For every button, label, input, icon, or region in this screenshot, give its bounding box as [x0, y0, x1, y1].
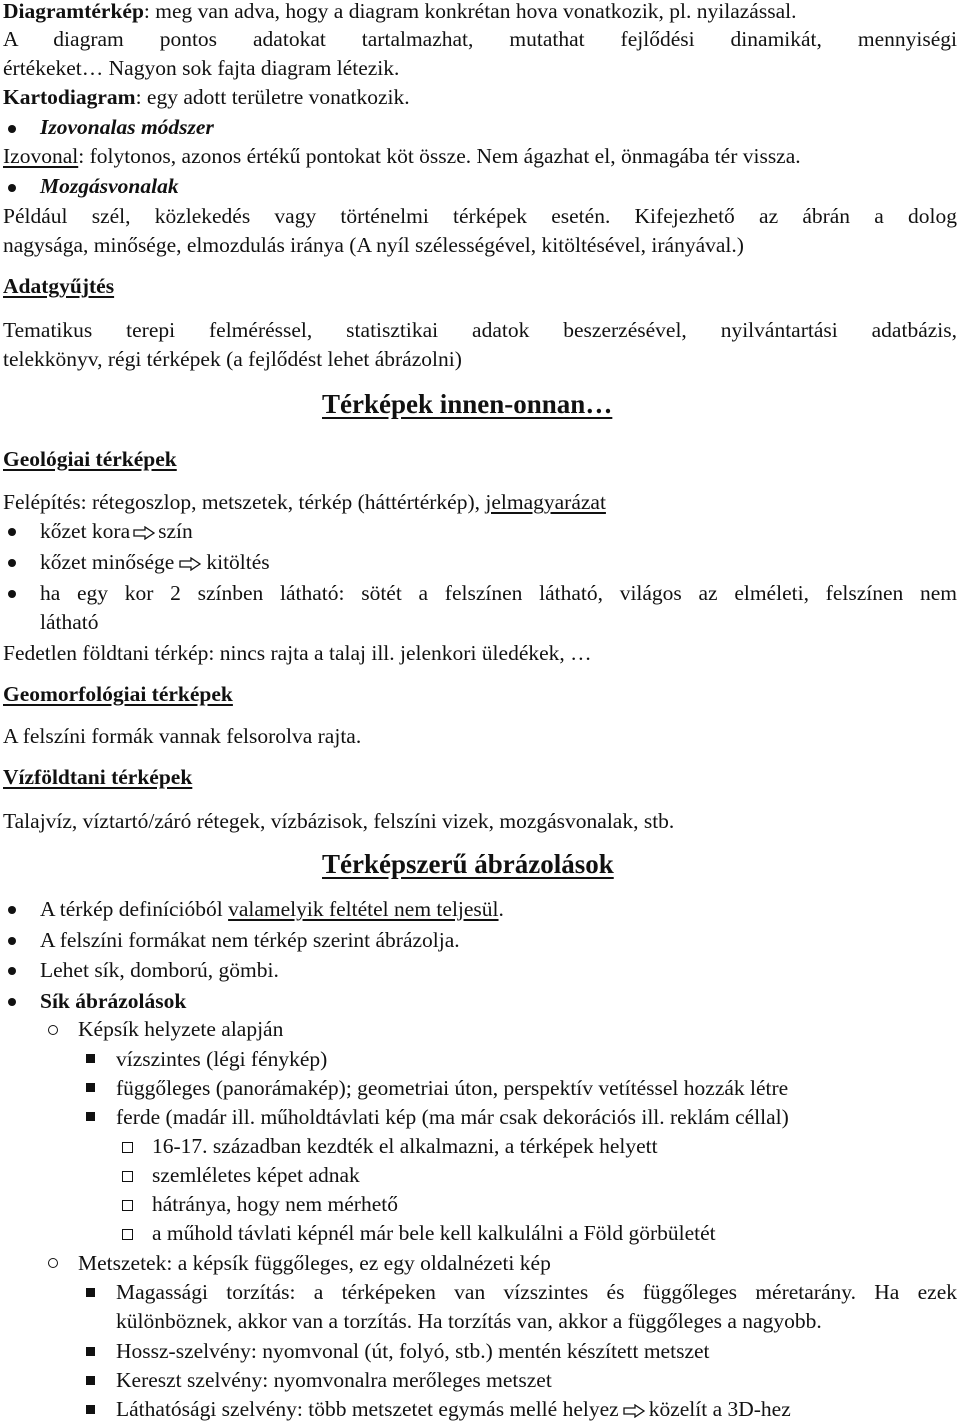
izovonal-definition: : folytonos, azonos értékű pontokat köt össze. Nem ágazhat el, önmagába tér vissza. [78, 144, 801, 168]
bullet-icon [8, 998, 16, 1006]
fedetlen-line: Fedetlen földtani térkép: nincs rajta a talaj ill. jelenkori üledékek, … [3, 641, 592, 665]
mozgasvonalak-text-2: nagysága, minősége, elmozdulás iránya (A nyíl szélességével, kitöltésével, irányával.) [3, 233, 744, 257]
kitoltes-text: kitöltés [206, 550, 270, 574]
geomorfologiai-text: A felszíni formák vannak felsorolva rajta. [3, 724, 362, 748]
izovonalas-heading: Izovonalas módszer [40, 115, 214, 139]
vizfoldtani-heading: Vízföldtani térképek [3, 765, 193, 789]
vizfoldtani-text: Talajvíz, víztartó/záró rétegek, vízbázisok, felszíni vizek, mozgásvonalak, stb. [3, 809, 675, 833]
felepites-text: Felépítés: rétegoszlop, metszetek, térkép (háttértérkép), [3, 490, 486, 514]
terkepszeru-b1 [40, 896, 957, 922]
ferde-q1: 16-17. században kezdték el alkalmazni, a térképek helyett [152, 1134, 658, 1158]
geo-bullet-minosege [40, 549, 957, 575]
kartodiagram-line [3, 84, 957, 110]
diagram-description-line-2: értékeket… Nagyon sok fajta diagram létezik. [3, 56, 400, 80]
geomorfologiai-heading: Geomorfológiai térképek [3, 682, 233, 706]
circle-bullet-icon [48, 1258, 58, 1268]
geo-bullet-szinben: ha egy kor 2 színben látható: sötét a felszínen látható, világos az elméleti, felszínen nem [40, 581, 957, 605]
metszetek-line: Metszetek: a képsík függőleges, ez egy oldalnézeti kép [78, 1251, 551, 1275]
kozelit-text: közelít a 3D-hez [648, 1397, 791, 1421]
diagram-description-line: A diagram pontos adatokat tartalmazhat, mutathat fejlődési dinamikát, mennyiségi [3, 27, 957, 51]
izovonal-line [3, 143, 957, 169]
bullet-icon [8, 590, 16, 598]
metszet-magassagi-1: Magassági torzítás: a térképeken van vízszintes és függőleges méretarány. Ha ezek [116, 1280, 957, 1304]
bullet-icon [8, 906, 16, 914]
bullet-icon [8, 184, 16, 192]
ferde-q2: szemléletes képet adnak [152, 1163, 360, 1187]
jelmagyarazat-text: jelmagyarázat [485, 490, 606, 514]
bullet-icon [8, 528, 16, 536]
square-bullet-icon [86, 1347, 95, 1356]
square-bullet-icon [86, 1376, 95, 1385]
square-bullet-icon [86, 1288, 95, 1297]
term-kartodiagram: Kartodiagram [3, 85, 136, 109]
terkepszeru-b2: A felszíni formákat nem térkép szerint ábrázolja. [40, 928, 460, 952]
feltetel-text: valamelyik feltétel nem teljesül [228, 897, 499, 921]
adatgyujtes-text-1: Tematikus terepi felméréssel, statisztikai adatok beszerzésével, nyilvántartási adatbázis, [3, 318, 957, 342]
square-bullet-icon [86, 1112, 95, 1121]
terkepszeru-b3: Lehet sík, domború, gömbi. [40, 958, 279, 982]
arrow-right-icon [133, 526, 155, 540]
mozgasvonalak-text-1: Például szél, közlekedés vagy történelmi térképek esetén. Kifejezhető az ábrán a dolog [3, 204, 957, 228]
term-izovonal: Izovonal [3, 144, 79, 168]
metszet-magassagi-2: különböznek, akkor van a torzítás. Ha torzítás van, akkor a függőleges a nagyobb. [116, 1309, 822, 1333]
arrow-right-icon [177, 557, 203, 571]
ferde-q4: a műhold távlati képnél már bele kell kalkulálni a Föld görbületét [152, 1221, 716, 1245]
szin-text: szín [158, 519, 193, 543]
geo-bullet-kora [40, 518, 957, 544]
metszet-kereszt: Kereszt szelvény: nyomvonalra merőleges metszet [116, 1368, 552, 1392]
kepsik-fuggoleges: függőleges (panorámakép); geometriai úton, perspektív vetítéssel hozzák létre [116, 1076, 789, 1100]
bullet-icon [8, 125, 16, 133]
mozgasvonalak-heading: Mozgásvonalak [40, 174, 179, 198]
section-title-terkepszeru: Térképszerű ábrázolások [322, 849, 614, 879]
circle-bullet-icon [48, 1025, 58, 1035]
bullet-icon [8, 937, 16, 945]
adatgyujtes-text-2: telekkönyv, régi térképek (a fejlődést lehet ábrázolni) [3, 347, 462, 371]
checkbox-bullet-icon [122, 1229, 133, 1240]
metszet-lathatosagi [116, 1396, 957, 1422]
diagramterkep-definition: : meg van adva, hogy a diagram konkrétan hova vonatkozik, pl. nyilazással. [143, 0, 797, 23]
period-text: . [498, 897, 504, 921]
checkbox-bullet-icon [122, 1142, 133, 1153]
definicio-text: A térkép definícióból [40, 897, 229, 921]
kepsik-ferde: ferde (madár ill. műholdtávlati kép (ma már csak dekorációs ill. reklám céllal) [116, 1105, 789, 1129]
diagramterkep-line [3, 0, 957, 24]
square-bullet-icon [86, 1405, 95, 1414]
square-bullet-icon [86, 1054, 95, 1063]
kartodiagram-definition: : egy adott területre vonatkozik. [135, 85, 410, 109]
sik-abrazolasok-heading: Sík ábrázolások [40, 989, 187, 1013]
metszet-hossz: Hossz-szelvény: nyomvonal (út, folyó, stb.) mentén készített metszet [116, 1339, 710, 1363]
term-diagramterkep: Diagramtérkép [3, 0, 144, 23]
adatgyujtes-heading: Adatgyűjtés [3, 274, 115, 298]
kozet-kora-text: kőzet kora [40, 519, 131, 543]
geo-bullet-szinben-2: látható [40, 610, 99, 634]
kozet-minosege-text: kőzet minősége [40, 550, 175, 574]
kepsik-vizszintes: vízszintes (légi fénykép) [116, 1047, 328, 1071]
ferde-q3: hátránya, hogy nem mérhető [152, 1192, 398, 1216]
arrow-right-icon [622, 1404, 646, 1418]
bullet-icon [8, 559, 16, 567]
bullet-icon [8, 967, 16, 975]
kepsik-line: Képsík helyzete alapján [78, 1017, 284, 1041]
checkbox-bullet-icon [122, 1200, 133, 1211]
lathatosagi-text: Láthatósági szelvény: több metszetet egymás mellé helyez [116, 1397, 619, 1421]
geologiai-heading: Geológiai térképek [3, 447, 177, 471]
square-bullet-icon [86, 1083, 95, 1092]
section-title-terkepek-innen-onnan: Térképek innen-onnan… [322, 389, 613, 419]
felepites-line [3, 489, 957, 515]
checkbox-bullet-icon [122, 1171, 133, 1182]
